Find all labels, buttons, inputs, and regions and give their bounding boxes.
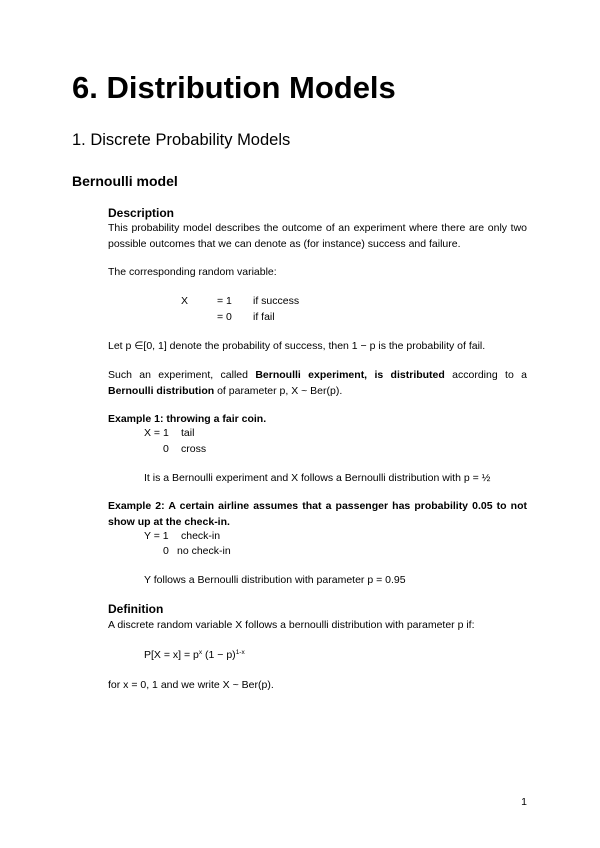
experiment-text: Such an experiment, called Bernoulli experiment, is distributed according to a Bernoulli distribution of parameter p, X ~ Ber(p).: [108, 369, 527, 397]
rv-variable: X: [181, 295, 189, 307]
example2-label-1: check-in: [181, 530, 221, 542]
rv-label-1: if success: [253, 295, 300, 307]
section-heading: 1. Discrete Probability Models: [72, 131, 291, 149]
example1-var: X = 1: [144, 427, 169, 439]
definition-heading: Definition: [108, 602, 164, 616]
subsection-heading: Bernoulli model: [72, 173, 178, 189]
rv-label-2: if fail: [253, 311, 275, 323]
example1-heading: Example 1: throwing a fair coin.: [108, 413, 267, 425]
page-title: 6. Distribution Models: [72, 70, 396, 105]
description-heading: Description: [108, 206, 175, 220]
rv-intro: The corresponding random variable:: [108, 266, 277, 278]
bernoulli-formula: $P[X = x] = p^x$ $(1 - p)^{1-x}$: [144, 649, 245, 661]
example2-value-2: 0: [163, 545, 169, 557]
page-number: 1: [521, 796, 527, 808]
description-text: This probability model describes the outcome of an experiment where there are only two possible outcomes that we can denote as (for instance) success and failure.: [108, 222, 527, 250]
example1-label-1: tail: [181, 427, 195, 439]
example2-label-2: no check-in: [177, 545, 231, 557]
definition-text: A discrete random variable X follows a bernoulli distribution with parameter p if:: [108, 619, 475, 631]
rv-value-2: = 0: [217, 311, 232, 323]
example1-label-2: cross: [181, 443, 207, 455]
definition-closing: for x = 0, 1 and we write X ~ Ber(p).: [108, 679, 274, 691]
example2-heading: Example 2: A certain airline assumes that a passenger has probability 0.05 to not show up at the check-in.: [108, 500, 527, 528]
example2-conclusion: Y follows a Bernoulli distribution with parameter p = 0.95: [144, 574, 406, 586]
rv-value-1: = 1: [217, 295, 232, 307]
probability-text: Let p ∈[0, 1] denote the probability of success, then 1 − p is the probability of fail.: [108, 340, 486, 352]
example2-var: Y = 1: [144, 530, 169, 542]
example1-value-2: 0: [163, 443, 169, 455]
example1-conclusion: It is a Bernoulli experiment and X follows a Bernoulli distribution with p = ½: [144, 472, 491, 484]
